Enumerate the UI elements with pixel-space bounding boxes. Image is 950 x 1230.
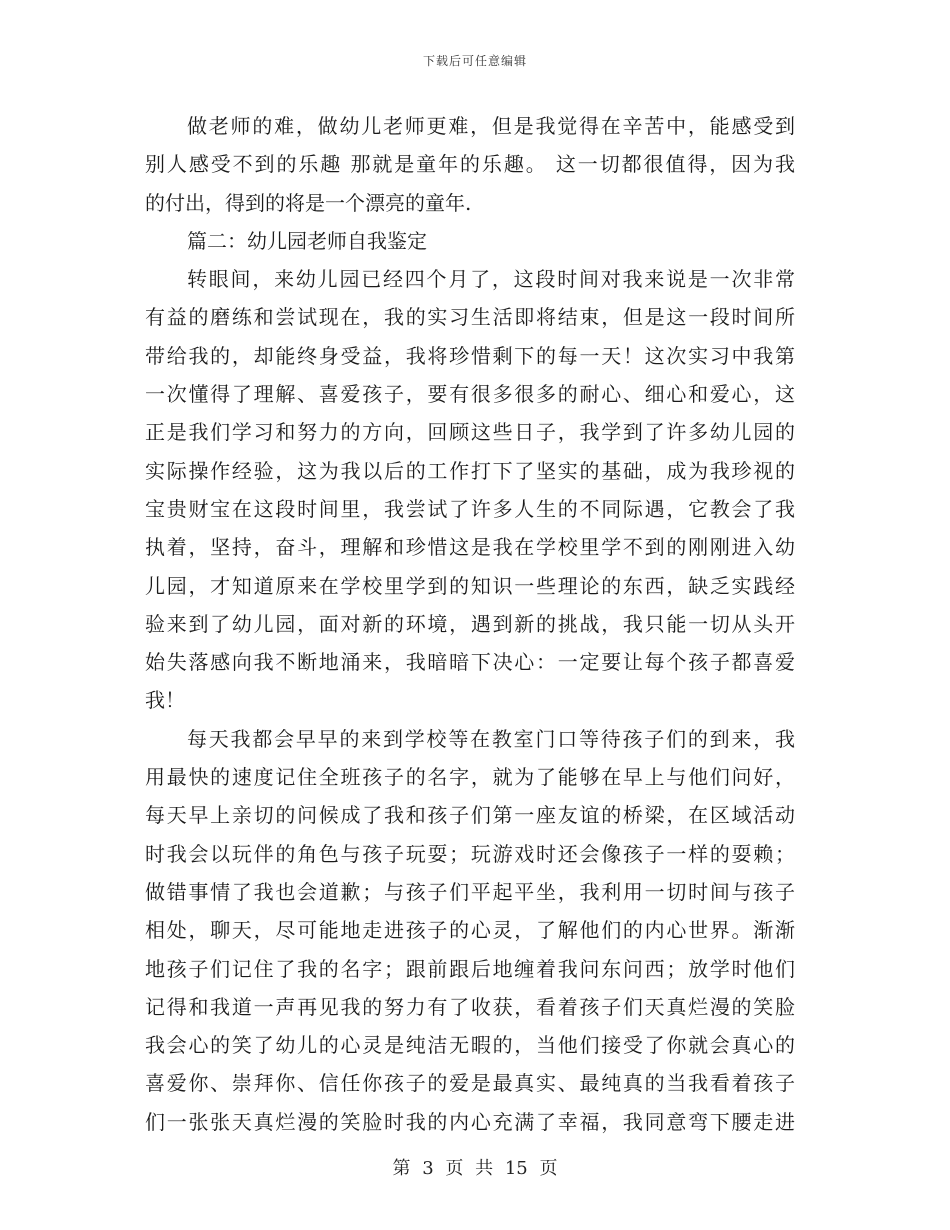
text-line: 我！ — [145, 688, 185, 713]
text-line: 做老师的难，做幼儿老师更难，但是我觉得在辛苦中，能感受到 — [187, 114, 795, 138]
text-line: 实际操作经验，这为我以后的工作打下了坚实的基础，成为我珍视的 — [145, 458, 795, 483]
section-heading — [145, 222, 795, 260]
text-line: 用最快的速度记住全班孩子的名字，就为了能够在早上与他们问好， — [145, 765, 795, 790]
text-line: 喜爱你、崇拜你、信任你孩子的爱是最真实、最纯真的当我看着孩子 — [145, 1071, 795, 1096]
text-line: 正是我们学习和努力的方向，回顾这些日子，我学到了许多幼儿园的 — [145, 420, 795, 445]
text-line: 我会心的笑了幼儿的心灵是纯洁无暇的，当他们接受了你就会真心的 — [145, 1033, 795, 1058]
text-line: 始失落感向我不断地涌来，我暗暗下决心：一定要让每个孩子都喜爱 — [145, 650, 795, 675]
text-line: 执着，坚持，奋斗，理解和珍惜这是我在学校里学不到的刚刚进入幼 — [145, 535, 795, 560]
text-line: 宝贵财宝在这段时间里，我尝试了许多人生的不同际遇，它教会了我 — [145, 496, 795, 521]
text-line: 带给我的，却能终身受益，我将珍惜剩下的每一天！这次实习中我第 — [145, 343, 795, 368]
text-line: 做错事情了我也会道歉；与孩子们平起平坐，我利用一切时间与孩子 — [145, 879, 795, 904]
text-line: 验来到了幼儿园，面对新的环境，遇到新的挑战，我只能一切从头开 — [145, 611, 795, 636]
text-line: 地孩子们记住了我的名字；跟前跟后地缠着我问东问西；放学时他们 — [145, 956, 795, 981]
text-line: 的付出，得到的将是一个漂亮的童年. — [145, 190, 472, 215]
text-line: 相处，聊天，尽可能地走进孩子的心灵，了解他们的内心世界。渐渐 — [145, 918, 795, 943]
text-line: 们一张张天真烂漫的笑脸时我的内心充满了幸福，我同意弯下腰走进 — [145, 1109, 795, 1134]
text-line: 别人感受不到的乐趣 那就是童年的乐趣。 这一切都很值得，因为我 — [145, 152, 795, 177]
section-title: 篇二：幼儿园老师自我鉴定 — [187, 228, 427, 253]
text-line: 每天早上亲切的问候成了我和孩子们第一座友谊的桥梁，在区域活动 — [145, 803, 795, 828]
paragraph — [145, 720, 795, 1141]
text-line: 儿园，才知道原来在学校里学到的知识一些理论的东西，缺乏实践经 — [145, 573, 795, 598]
text-line: 每天我都会早早的来到学校等在教室门口等待孩子们的到来，我 — [187, 726, 795, 751]
page-number-footer: 第 3 页 共 15 页 — [392, 1158, 558, 1179]
text-line: 转眼间，来幼儿园已经四个月了，这段时间对我来说是一次非常 — [187, 267, 795, 292]
text-line: 记得和我道一声再见我的努力有了收获，看着孩子们天真烂漫的笑脸 — [145, 994, 795, 1019]
paragraph — [145, 107, 795, 222]
paragraph — [145, 260, 795, 720]
text-line: 一次懂得了理解、喜爱孩子，要有很多很多的耐心、细心和爱心，这 — [145, 382, 795, 407]
document-body — [145, 107, 795, 1141]
page-header: 下载后可任意编辑 — [422, 54, 527, 68]
text-line: 时我会以玩伴的角色与孩子玩耍；玩游戏时还会像孩子一样的耍赖； — [145, 841, 795, 866]
text-line: 有益的磨练和尝试现在，我的实习生活即将结束，但是这一段时间所 — [145, 305, 795, 330]
